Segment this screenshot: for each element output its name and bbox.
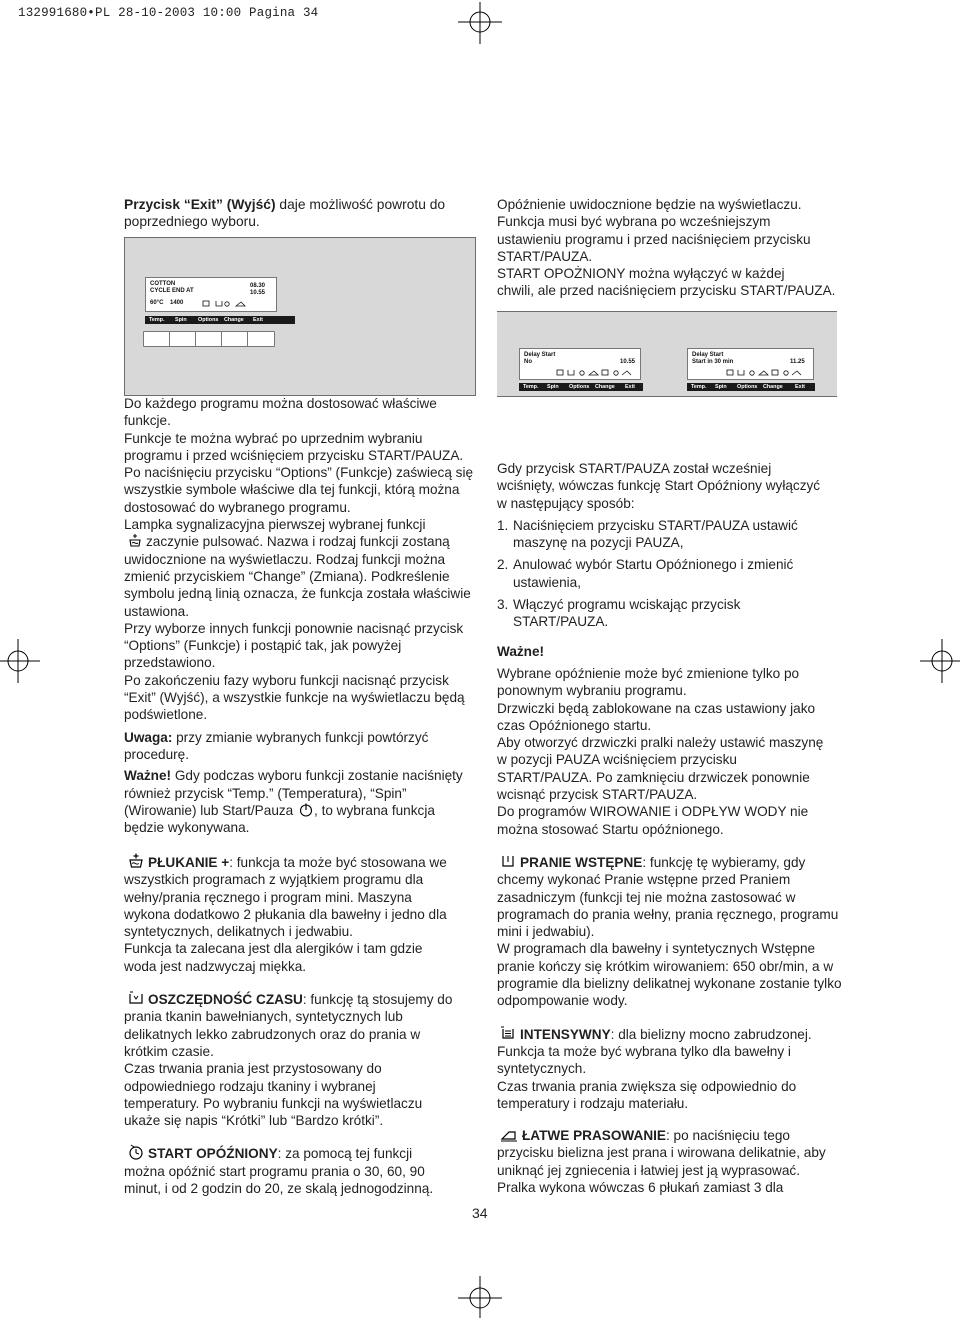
crop-mark-bottom (455, 1276, 505, 1318)
plukanie-text: : funkcja ta może być stosowana we wszystkich programach z wyjątkiem programu dla wełny/prania ręcznego i program mini. Maszyna wykona dodatkowo 2 płukania dla bawełny i jedno dla syntetycznych, delikatnych i jedwabiu. (124, 855, 447, 940)
label-spin: Spin (547, 384, 559, 390)
label-exit: Exit (625, 384, 635, 390)
wazne-note (124, 767, 476, 836)
plukanie-title: PŁUKANIE + (148, 855, 230, 870)
start-pause-icon (299, 803, 313, 817)
delay-start-icon (128, 1144, 144, 1160)
para-4-b: zaczynie pulsować. Nazwa i rodzaj funkcji zostaną uwidocznione na wyświetlaczu. Rodzaj funkcji można zmienić przyciskiem “Change” (Zmiana). Podkreślenie symbolu jedną linią oznacza, że funkcja została właściwie ustawiona. (124, 534, 471, 619)
step-1-text: Naciśnięciem przycisku START/PAUZA ustawić maszynę na pozycji PAUZA, (513, 517, 798, 551)
wazne-line-4: Do programów WIROWANIE i ODPŁYW WODY nie można stosować Startu opóźnionego. (497, 804, 809, 837)
wazne-line-3: Aby otworzyć drzwiczki pralki należy ustawić maszynę w pozycji PAUZA wciśnięciem przycisku START/PAUZA. Po zamknięciu drzwiczek ponownie wcisnąć przycisk START/PAUZA. (497, 735, 824, 803)
right-para-1: Gdy przycisk START/PAUZA został wcześniej wciśnięty, wówczas funkcję Start Opóźniony wyłączyć w następujący sposób: (497, 461, 821, 511)
panel-button-exit (247, 331, 275, 347)
intensywny-section (497, 1025, 842, 1078)
lcd-time-1: 08.30 (250, 283, 266, 289)
button-label-bar (145, 316, 295, 324)
label-temp: Temp. (691, 384, 707, 390)
label-temp: Temp. (149, 317, 165, 323)
lcd-symbols-icon (726, 369, 806, 377)
lcd-delay-value: Start in 30 min (692, 359, 734, 365)
uwaga-note (124, 729, 476, 764)
pranie-title: PRANIE WSTĘPNE (520, 855, 643, 870)
functions-left (124, 853, 454, 1197)
plukanie-section (124, 853, 454, 940)
latwe-section (497, 1127, 842, 1196)
para-5: Przy wyborze innych funkcji ponownie nacisnąć przycisk “Options” (Funkcje) i postąpić tak, jak powyżej przedstawiono. (124, 620, 464, 671)
label-spin: Spin (715, 384, 727, 390)
wazne-text: Gdy podczas wyboru funkcji zostanie naciśnięty również przycisk “Temp.” (Temperatura), “Spin” (Wirowanie) lub Start/Pauza (124, 768, 463, 818)
lcd-delay-title: Delay Start (524, 352, 556, 358)
para-3: Po naciśnięciu przycisku “Options” (Funkcje) zaświecą się wszystkie symbole właściwe dla tej funkcji, którą można dostosować do wybranego programu. (124, 465, 474, 515)
rinse-plus-icon (128, 534, 142, 548)
exit-text: daje możliwość powrotu do poprzedniego wyboru. (124, 197, 446, 230)
intensywny-title: INTENSYWNY (520, 1026, 611, 1042)
wazne-text-2: , to wybrana funkcja będzie wykonywana. (124, 802, 435, 836)
delay-line-3: ustawieniu programu i przed naciśnięciem przycisku (497, 231, 811, 247)
panel-button-change (221, 331, 249, 347)
para-4 (124, 516, 476, 620)
label-exit: Exit (253, 317, 263, 323)
latwe-title: ŁATWE PRASOWANIE (522, 1128, 666, 1144)
intensive-icon (500, 1025, 516, 1041)
lcd-delay-title: Delay Start (692, 352, 724, 358)
lcd-program: COTTON (150, 281, 176, 287)
oszczednosc-text: : funkcję tą stosujemy do prania tkanin bawełnianych, syntetycznych lub delikatnych lekko zabrudzonych oraz do prania w krótkim czasie. (124, 992, 453, 1059)
wazne-line-1: Wybrane opóźnienie może być zmienione tylko po ponownym wybraniu programu. (497, 665, 800, 699)
label-options: Options (737, 384, 758, 390)
delay-line-5: START OPOŻNIONY można wyłączyć w każdej (497, 266, 785, 282)
wazne-line-2: Drzwiczki będą zablokowane na czas ustawiony jako czas Opóźnionego startu. (497, 700, 816, 733)
oszczednosc-title: OSZCZĘDNOŚĆ CZASU (148, 992, 303, 1008)
step-3-text: Włączyć programu wciskając przycisk START/PAUZA. (513, 597, 741, 630)
lcd-time-2: 10.55 (250, 290, 266, 296)
step-3-num: 3. (497, 597, 509, 613)
label-change: Change (224, 317, 244, 323)
time-saver-icon (128, 990, 144, 1006)
step-2 (497, 556, 827, 591)
control-panel-illustration-left (124, 237, 476, 396)
label-options: Options (569, 384, 590, 390)
step-3 (497, 596, 827, 631)
lcd-time: 11.25 (790, 359, 805, 365)
label-change: Change (595, 384, 615, 390)
control-panel-illustration-right (497, 311, 837, 397)
lcd-display (145, 277, 277, 312)
lcd-display-delay-30 (687, 348, 814, 380)
uwaga-text: przy zmianie wybranych funkcji powtórzyć procedurę. (124, 729, 429, 762)
panel-button-spin (169, 331, 197, 347)
para-2: Funkcje te można wybrać po uprzednim wybraniu programu i przed wciśnięciem przycisku START/PAUZA. (124, 430, 464, 463)
start-opozniony-text: : za pomocą tej funkcji można opóźnić start programu prania o 30, 60, 90 minut, i od 2 godzin do 20, ze skalą jednogodzinną. (124, 1146, 434, 1197)
step-1-num: 1. (497, 517, 509, 533)
panel-button-temp (143, 331, 171, 347)
crop-mark-top (455, 2, 505, 44)
cancel-steps-list (497, 517, 827, 631)
plukanie-text-2: Funkcja ta zalecana jest dla alergików i tam gdzie woda jest nadzwyczaj miękka. (124, 941, 423, 974)
lcd-spin: 1400 (170, 300, 184, 306)
delay-line-2: Funkcja musi być wybrana po wcześniejszym (497, 214, 771, 230)
page-number: 34 (472, 1205, 488, 1221)
start-opozniony-title: START OPÓŹNIONY (148, 1146, 278, 1162)
latwe-text: : po naciśnięciu tego przycisku bielizna jest prana i wirowana delikatnie, aby uniknąć jej zgniecenia i łatwiej jest ją wyprasować. Pralka wykona wówczas 6 płukań zamiast 3 dla (497, 1128, 826, 1196)
exit-heading: Przycisk “Exit” (Wyjść) (124, 197, 276, 212)
intensywny-text-2: Czas trwania prania zwiększa się odpowiednio do temperatury i rodzaju materiału. (497, 1078, 797, 1111)
delay-line-6: chwili, ale przed naciśnięciem przycisku START/PAUZA. (497, 283, 836, 299)
button-label-bar-right (687, 383, 815, 391)
lcd-symbols-icon (556, 369, 636, 377)
lcd-symbols-icon (202, 299, 250, 308)
uwaga-label: Uwaga: (124, 729, 173, 745)
pranie-text-2: W programach dla bawełny i syntetycznych Wstępne pranie kończy się krótkim wirowaniem: 650 obr/min, a w programie dla bielizny delikatnej wykonane zostanie tylko odpompowanie wody. (497, 941, 842, 1009)
easy-iron-icon (500, 1128, 518, 1142)
step-2-num: 2. (497, 557, 509, 573)
label-change: Change (763, 384, 783, 390)
exit-description (124, 196, 474, 231)
label-exit: Exit (795, 384, 805, 390)
button-label-bar-mid (519, 383, 643, 391)
step-2-text: Anulować wybór Startu Opóźnionego i zmienić ustawienia, (513, 557, 794, 590)
pranie-text: : funkcję tę wybieramy, gdy chcemy wykonać Pranie wstępne przed Praniem zasadniczym (funkcji tej nie można zastosować w programach do prania wełny, prania ręcznego, programu mini i jedwabiu). (497, 855, 839, 940)
delay-info-text (497, 196, 847, 300)
panel-button-options (195, 331, 223, 347)
wazne-label: Ważne! (497, 643, 545, 659)
rinse-plus-icon (128, 853, 144, 869)
delay-line-4: START/PAUZA. (497, 248, 593, 264)
wazne-label: Ważne! (124, 768, 172, 784)
functions-right (497, 853, 842, 1196)
lcd-delay-value: No (524, 359, 532, 365)
step-1 (497, 517, 827, 552)
delay-cancel-instructions (497, 460, 827, 838)
para-6: Po zakończeniu fazy wyboru funkcji nacisnąć przycisk “Exit” (Wyjść), a wszystkie funkcje na wyświetlaczu będą podświetlone. (124, 672, 465, 723)
crop-mark-right (920, 636, 960, 686)
para-1: Do każdego programu można dostosować właściwe funkcje. (124, 396, 437, 429)
start-opozniony-section (124, 1144, 454, 1197)
label-options: Options (198, 317, 219, 323)
lcd-status: CYCLE END AT (150, 288, 194, 294)
print-header: 132991680•PL 28-10-2003 10:00 Pagina 34 (18, 6, 319, 20)
lcd-temp: 60°C (150, 300, 164, 306)
options-instructions (124, 395, 476, 836)
oszczednosc-text-2: Czas trwania prania jest przystosowany do odpowiedniego rodzaju tkaniny i wybranej temperatury. Po wybraniu funkcji na wyświetlaczu ukaże się napis “Krótki” lub “Bardzo krótki”. (124, 1061, 423, 1129)
label-spin: Spin (175, 317, 187, 323)
intensywny-text: : dla bielizny mocno zabrudzonej. Funkcja ta może być wybrana tylko dla bawełny i syntetycznych. (497, 1026, 812, 1077)
wazne-heading (497, 643, 827, 660)
delay-line-1: Opóźnienie uwidocznione będzie na wyświetlaczu. (497, 197, 802, 212)
lcd-display-delay-no (519, 348, 641, 380)
prewash-icon (500, 853, 516, 869)
oszczednosc-section (124, 990, 454, 1060)
label-temp: Temp. (523, 384, 539, 390)
lcd-time: 10.55 (620, 359, 636, 365)
para-4-a: Lampka sygnalizacyjna pierwszej wybranej funkcji (124, 517, 426, 533)
pranie-section (497, 853, 842, 940)
crop-mark-left (0, 636, 40, 686)
